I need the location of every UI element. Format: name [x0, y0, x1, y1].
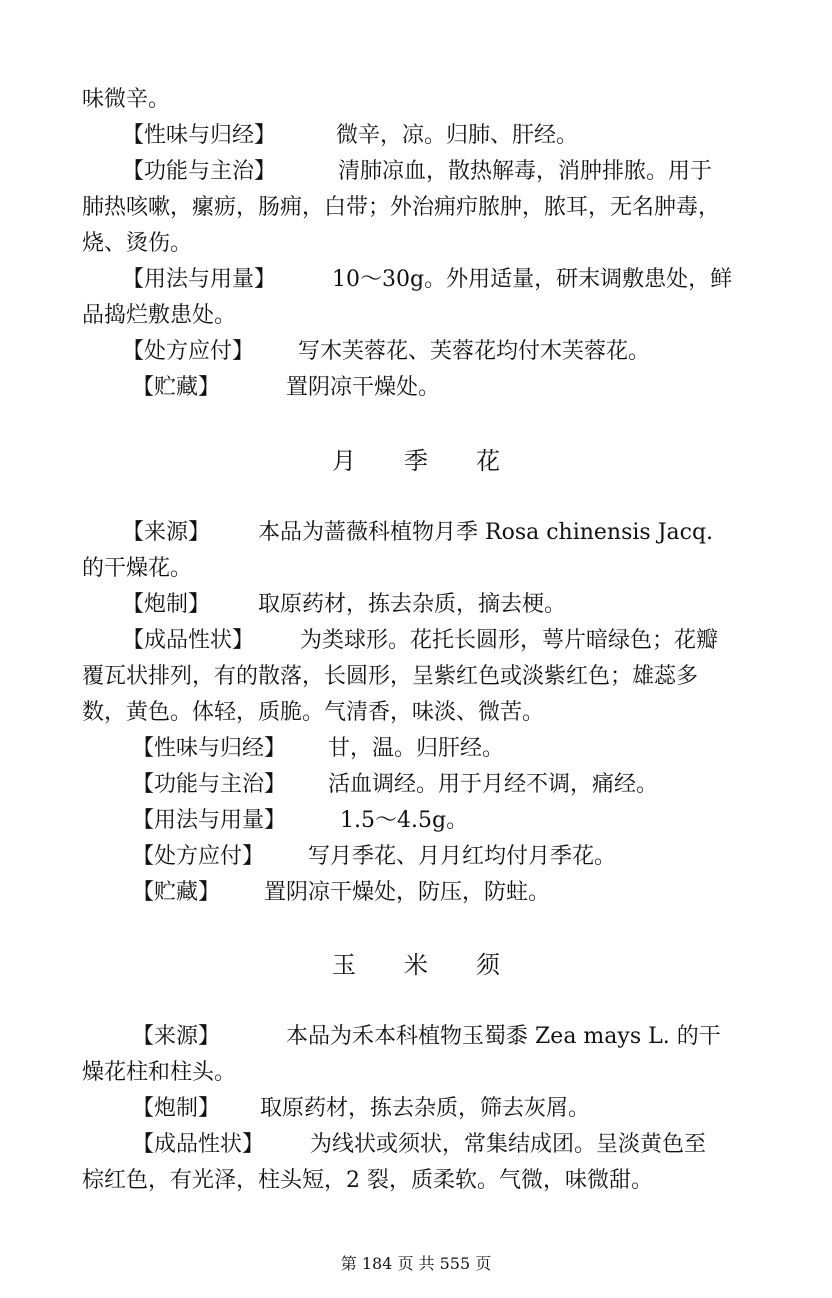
xingzhuang-line-2: 覆瓦状排列，有的散落，长圆形，呈紫红色或淡紫红色；雄蕊多: [82, 664, 699, 689]
paozhi-row: [122, 587, 794, 623]
xingzhuang-value: 为类球形。花托长圆形，萼片暗绿色；花瓣: [300, 628, 719, 653]
section-title-yuejihua: [0, 443, 832, 479]
zhucang-row-2: [132, 875, 804, 911]
xingwei-label: 【性味与归经】: [132, 736, 287, 761]
paozhi-label: 【炮制】: [132, 1096, 221, 1121]
yongfa-label: 【用法与用量】: [132, 808, 287, 833]
paozhi-row-3: [132, 1091, 804, 1127]
xingwei-value: 微辛，凉。归肺、肝经。: [336, 123, 579, 148]
chufang-row: [122, 334, 794, 370]
zhucang-row: [132, 370, 804, 406]
zhucang-value: 置阴凉干燥处，防压，防蛀。: [264, 880, 551, 905]
yongfa-line-2: 品捣烂敷患处。: [82, 303, 237, 328]
gongneng-row: [122, 154, 794, 190]
xingzhuang-label: 【成品性状】: [122, 628, 255, 653]
yongfa-label: 【用法与用量】: [122, 267, 277, 292]
gongneng-row-2: [132, 767, 804, 803]
paozhi-value: 取原药材，拣去杂质，摘去梗。: [258, 592, 567, 617]
xingzhuang-value: 为线状或须状，常集结成团。呈淡黄色至: [310, 1132, 707, 1157]
gongneng-label: 【功能与主治】: [132, 772, 287, 797]
zhucang-label: 【贮藏】: [132, 375, 221, 400]
xingzhuang-row: [122, 623, 794, 659]
yongfa-value: 10～30g。外用适量，研末调敷患处，鲜: [332, 267, 733, 292]
page-footer: 第 184 页 共 555 页: [340, 1254, 492, 1273]
laiyuan-value: 本品为禾本科植物玉蜀黍 Zea mays L. 的干: [286, 1024, 721, 1049]
xingzhuang-line-3: 数，黄色。体轻，质脆。气清香，味淡、微苦。: [82, 700, 545, 725]
title-char: 须: [476, 951, 500, 979]
chufang-value: 写月季花、月月红均付月季花。: [308, 844, 617, 869]
title-char: 月: [332, 447, 356, 475]
chufang-label: 【处方应付】: [132, 844, 265, 869]
gongneng-line-3: 烧、烫伤。: [82, 231, 193, 256]
xingzhuang-label: 【成品性状】: [132, 1132, 265, 1157]
gongneng-line-2: 肺热咳嗽，瘰疬，肠痈，白带；外治痈疖脓肿，脓耳，无名肿毒，: [82, 195, 721, 220]
xingzhuang-line-2-3: 棕红色，有光泽，柱头短，2 裂，质柔软。气微，味微甜。: [82, 1168, 653, 1193]
chufang-row-2: [132, 839, 804, 875]
laiyuan-row: [122, 515, 794, 551]
yongfa-row-2: [132, 803, 804, 839]
xingwei-row-2: [132, 731, 804, 767]
xingwei-label: 【性味与归经】: [122, 123, 277, 148]
chufang-value: 写木芙蓉花、芙蓉花均付木芙蓉花。: [298, 339, 651, 364]
laiyuan-label: 【来源】: [122, 520, 211, 545]
laiyuan-value: 本品为蔷薇科植物月季 Rosa chinensis Jacq.: [258, 520, 714, 545]
paozhi-label: 【炮制】: [122, 592, 211, 617]
gongneng-value: 活血调经。用于月经不调，痛经。: [328, 772, 659, 797]
laiyuan-row-3: [132, 1019, 804, 1055]
chufang-label: 【处方应付】: [122, 339, 255, 364]
title-char: 季: [404, 447, 428, 475]
xingzhuang-row-3: [132, 1127, 804, 1163]
laiyuan-label: 【来源】: [132, 1024, 221, 1049]
title-char: 花: [476, 447, 500, 475]
title-char: 米: [404, 951, 428, 979]
zhucang-value: 置阴凉干燥处。: [286, 375, 441, 400]
laiyuan-line-2: 的干燥花。: [82, 556, 193, 581]
gongneng-label: 【功能与主治】: [122, 159, 277, 184]
xingwei-value: 甘，温。归肝经。: [328, 736, 505, 761]
yongfa-value: 1.5～4.5g。: [340, 808, 469, 833]
yongfa-row: [122, 262, 794, 298]
zhucang-label: 【贮藏】: [132, 880, 221, 905]
paozhi-value: 取原药材，拣去杂质，筛去灰屑。: [260, 1096, 591, 1121]
continuation-line: 味微辛。: [82, 87, 171, 112]
laiyuan-line-2-3: 燥花柱和柱头。: [82, 1060, 237, 1085]
section-title-yumixu: [0, 947, 832, 983]
title-char: 玉: [332, 951, 356, 979]
gongneng-value: 清肺凉血，散热解毒，消肿排脓。用于: [338, 159, 713, 184]
xingwei-row: [122, 118, 794, 154]
